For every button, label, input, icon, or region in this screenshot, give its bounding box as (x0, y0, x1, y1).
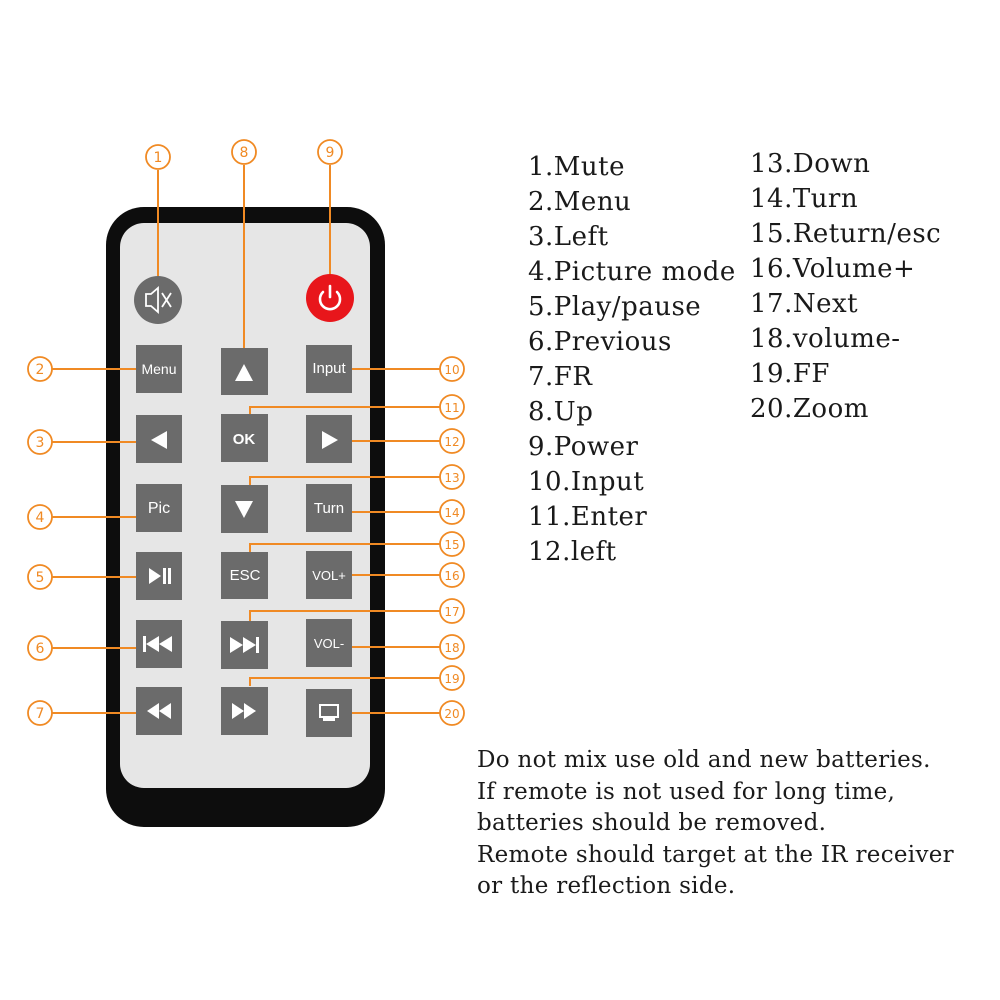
volume-up-button[interactable] (306, 551, 352, 599)
legend-item: 15.Return/esc (750, 219, 942, 249)
legend-item: 1.Mute (528, 152, 626, 182)
callout-11: 11 (444, 401, 460, 415)
ok-button[interactable] (221, 414, 268, 462)
right-button[interactable] (306, 415, 352, 463)
callout-14: 14 (444, 506, 460, 520)
legend-item: 10.Input (528, 467, 645, 497)
callout-20: 20 (444, 707, 460, 721)
legend-item: 3.Left (528, 222, 609, 252)
battery-notes (477, 745, 954, 903)
volume-down-button[interactable] (306, 619, 352, 667)
note-line: If remote is not used for long time, (477, 778, 896, 805)
legend-item: 11.Enter (528, 502, 648, 532)
up-button[interactable] (221, 348, 268, 395)
callout-12: 12 (444, 435, 460, 449)
input-button-label: Input (312, 360, 346, 377)
note-line: Do not mix use old and new batteries. (477, 747, 931, 773)
callout-6: 6 (35, 641, 45, 657)
esc-button-label: ESC (229, 567, 261, 584)
rewind-button[interactable] (136, 687, 182, 735)
legend-item: 14.Turn (750, 184, 859, 214)
legend-column-left (528, 150, 736, 570)
callout-17: 17 (444, 605, 460, 619)
previous-button[interactable] (136, 620, 182, 668)
legend-item: 18.volume- (750, 324, 901, 354)
legend-item: 7.FR (528, 362, 593, 392)
legend-item: 12.left (528, 537, 617, 567)
callout-18: 18 (444, 641, 460, 655)
volume-down-button-label: VOL- (313, 636, 345, 651)
legend-item: 17.Next (750, 289, 859, 319)
left-button[interactable] (136, 415, 182, 463)
callout-5: 5 (35, 570, 45, 586)
legend-column-right (750, 147, 941, 427)
callout-13: 13 (444, 471, 460, 485)
callout-2: 2 (35, 362, 45, 378)
legend-item: 6.Previous (528, 327, 672, 357)
callout-7: 7 (35, 706, 45, 722)
legend-item: 5.Play/pause (528, 292, 702, 322)
volume-up-button-label: VOL+ (312, 568, 346, 583)
callout-1: 1 (153, 150, 163, 166)
legend-item: 20.Zoom (750, 394, 869, 424)
next-button[interactable] (221, 621, 268, 669)
legend-item: 9.Power (528, 432, 639, 462)
callout-10: 10 (444, 363, 460, 377)
ok-button-label: OK (232, 431, 256, 448)
pic-button-label: Pic (147, 500, 171, 517)
note-line: Remote should target at the IR receiver (477, 841, 954, 868)
mute-button[interactable] (134, 276, 182, 324)
callout-19: 19 (444, 672, 460, 686)
note-line: batteries should be removed. (477, 810, 827, 836)
legend-item: 4.Picture mode (528, 257, 736, 287)
legend-item: 8.Up (528, 397, 594, 427)
callout-15: 15 (444, 538, 460, 552)
menu-button-label: Menu (141, 361, 177, 377)
note-line: or the reflection side. (477, 873, 736, 899)
menu-button[interactable] (136, 345, 182, 393)
legend-item: 13.Down (750, 149, 871, 179)
legend-item: 19.FF (750, 359, 830, 389)
esc-button[interactable] (221, 552, 268, 599)
legend-item: 16.Volume+ (750, 254, 916, 284)
turn-button-label: Turn (313, 500, 345, 517)
turn-button[interactable] (306, 484, 352, 532)
zoom-button[interactable] (306, 689, 352, 737)
power-button[interactable] (306, 274, 354, 322)
fast-forward-button[interactable] (221, 687, 268, 735)
down-button[interactable] (221, 485, 268, 533)
callout-9: 9 (325, 145, 335, 161)
pic-button[interactable] (136, 484, 182, 532)
legend-item: 2.Menu (528, 187, 632, 217)
callout-16: 16 (444, 569, 460, 583)
callout-4: 4 (35, 510, 45, 526)
input-button[interactable] (306, 345, 352, 393)
callout-8: 8 (239, 145, 249, 161)
play-pause-button[interactable] (136, 552, 182, 600)
callout-3: 3 (35, 435, 45, 451)
